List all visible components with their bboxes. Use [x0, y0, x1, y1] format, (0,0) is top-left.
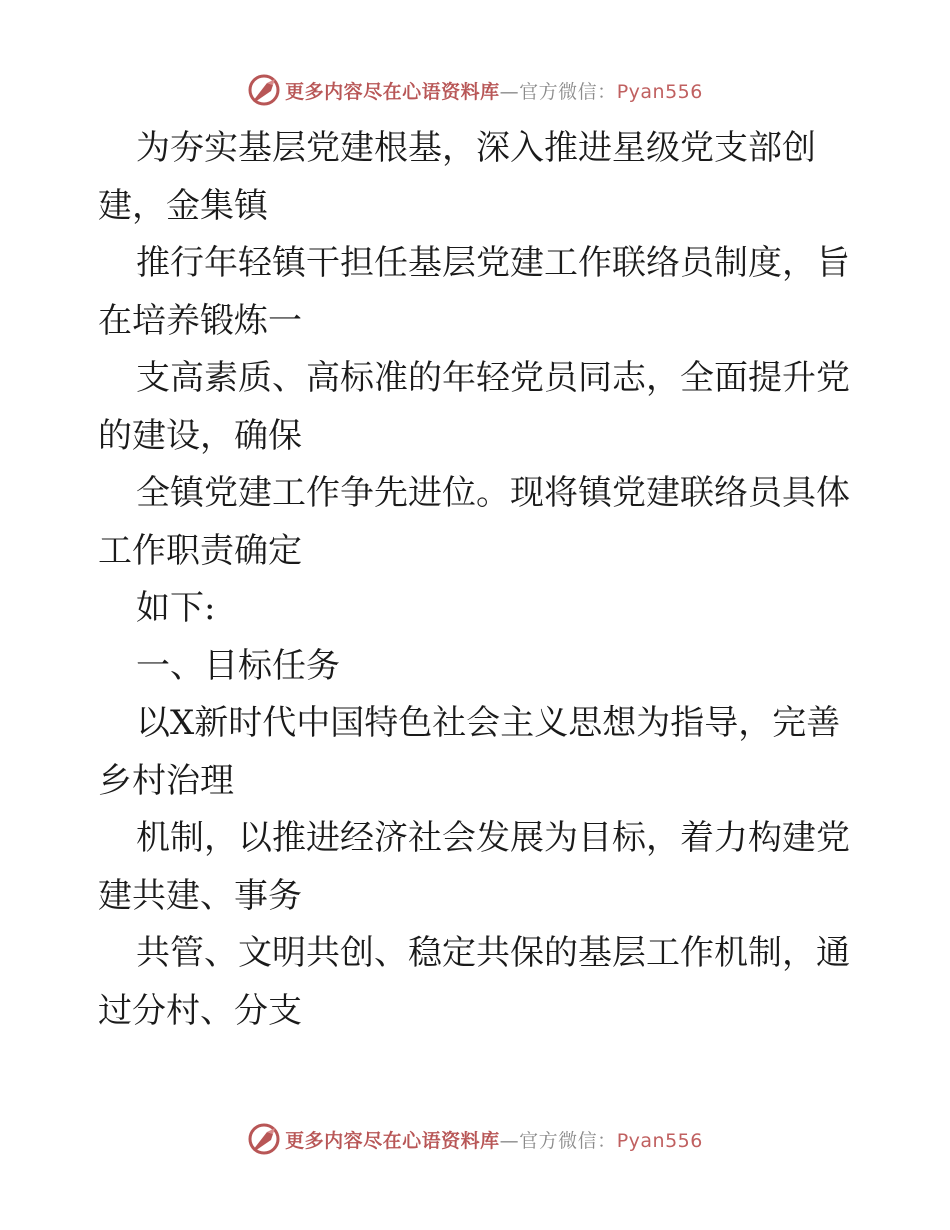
text-line: 乡村治理 — [98, 760, 234, 801]
watermark-account: Pyan556 — [616, 1129, 703, 1152]
watermark-dash: — — [499, 1129, 520, 1152]
text-line: 全镇党建工作争先进位。现将镇党建联络员具体 — [136, 473, 850, 513]
watermark-label: 官方微信： — [519, 1129, 617, 1152]
watermark-text — [285, 1126, 703, 1153]
text-line: 机制，以推进经济社会发展为目标，着力构建党 — [136, 818, 850, 858]
document-body — [98, 120, 868, 1040]
text-line: 支高素质、高标准的年轻党员同志，全面提升党 — [136, 358, 850, 398]
footer-watermark — [0, 1119, 950, 1159]
text-line: 在培养锻炼一 — [98, 300, 302, 341]
pen-nib-logo-icon — [247, 1122, 281, 1156]
text-line: 为夯实基层党建根基，深入推进星级党支部创 — [136, 128, 816, 168]
text-line: 建共建、事务 — [98, 875, 302, 916]
text-line: 工作职责确定 — [98, 530, 302, 571]
text-line: 共管、文明共创、稳定共保的基层工作机制，通 — [136, 933, 850, 973]
section-heading: 一、目标任务 — [136, 645, 340, 686]
text-line: 建，金集镇 — [98, 185, 268, 226]
text-line: 推行年轻镇干担任基层党建工作联络员制度，旨 — [136, 243, 850, 283]
watermark-text — [285, 77, 703, 104]
text-line: 的建设，确保 — [98, 415, 302, 456]
text-line: 以X新时代中国特色社会主义思想为指导，完善 — [136, 703, 841, 743]
text-line: 过分村、分支 — [98, 990, 302, 1031]
watermark-main: 更多内容尽在心语资料库 — [285, 1129, 500, 1152]
watermark-account: Pyan556 — [616, 80, 703, 103]
watermark-dash: — — [499, 80, 520, 103]
watermark-label: 官方微信： — [519, 80, 617, 103]
watermark-main: 更多内容尽在心语资料库 — [285, 80, 500, 103]
text-line: 如下: — [136, 588, 216, 628]
header-watermark — [0, 70, 950, 110]
pen-nib-logo-icon — [247, 73, 281, 107]
